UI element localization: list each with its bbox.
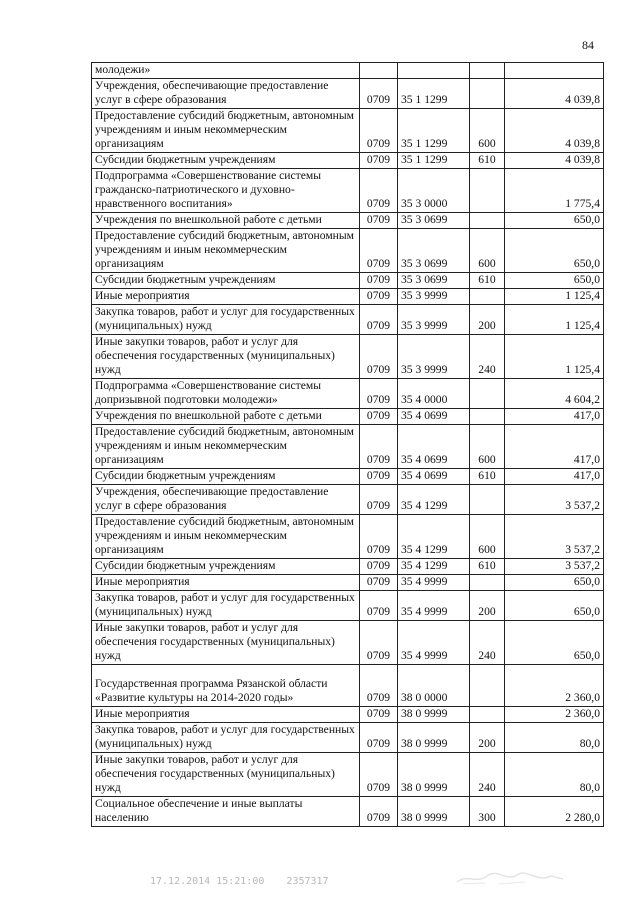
row-code-cell: 35 4 0699 [398, 409, 470, 425]
row-code-cell: 35 3 0699 [398, 273, 470, 289]
row-section-cell: 0709 [360, 425, 398, 469]
row-code-cell: 35 1 1299 [398, 153, 470, 169]
row-name-cell: Субсидии бюджетным учреждениям [92, 153, 360, 169]
row-code-cell: 38 0 9999 [398, 753, 470, 797]
row-amount-cell: 3 537,2 [505, 485, 604, 515]
row-section-cell: 0709 [360, 79, 398, 109]
row-type-cell: 240 [470, 335, 505, 379]
row-amount-cell: 650,0 [505, 591, 604, 621]
row-name-cell: Социальное обеспечение и иные выплаты населению [92, 797, 360, 827]
row-type-cell [470, 379, 505, 409]
row-section-cell: 0709 [360, 753, 398, 797]
row-name-cell: Предоставление субсидий бюджетным, автономным учреждениям и иным некоммерческим организациям [92, 229, 360, 273]
row-amount-cell: 1 125,4 [505, 305, 604, 335]
row-name-cell: Учреждения, обеспечивающие предоставление услуг в сфере образования [92, 485, 360, 515]
row-section-cell: 0709 [360, 335, 398, 379]
row-section-cell: 0709 [360, 621, 398, 665]
table-row [92, 485, 604, 515]
table-row [92, 229, 604, 273]
row-code-cell: 35 3 0699 [398, 213, 470, 229]
row-section-cell: 0709 [360, 485, 398, 515]
row-code-cell: 35 3 9999 [398, 335, 470, 379]
row-section-cell: 0709 [360, 723, 398, 753]
row-section-cell: 0709 [360, 665, 398, 707]
row-name-cell: Иные закупки товаров, работ и услуг для обеспечения государственных (муниципальных) нужд [92, 753, 360, 797]
row-amount-cell: 417,0 [505, 469, 604, 485]
row-code-cell: 35 4 9999 [398, 591, 470, 621]
row-section-cell: 0709 [360, 229, 398, 273]
row-name-cell: Закупка товаров, работ и услуг для государственных (муниципальных) нужд [92, 305, 360, 335]
row-name-cell: Подпрограмма «Совершенствование системы гражданско-патриотического и духовно-нравственного воспитания» [92, 169, 360, 213]
row-amount-cell: 417,0 [505, 409, 604, 425]
table-row [92, 305, 604, 335]
table-row [92, 273, 604, 289]
row-amount-cell: 3 537,2 [505, 559, 604, 575]
row-type-cell: 240 [470, 621, 505, 665]
row-name-cell: Субсидии бюджетным учреждениям [92, 559, 360, 575]
row-name-cell: Предоставление субсидий бюджетным, автономным учреждениям и иным некоммерческим организациям [92, 425, 360, 469]
row-section-cell: 0709 [360, 379, 398, 409]
row-name-cell: Учреждения по внешкольной работе с детьми [92, 409, 360, 425]
row-type-cell: 610 [470, 273, 505, 289]
table-row [92, 753, 604, 797]
row-amount-cell: 650,0 [505, 273, 604, 289]
row-section-cell [360, 63, 398, 79]
table-row [92, 213, 604, 229]
row-section-cell: 0709 [360, 289, 398, 305]
table-row [92, 515, 604, 559]
row-type-cell [470, 485, 505, 515]
row-amount-cell: 80,0 [505, 753, 604, 797]
row-code-cell: 35 4 0699 [398, 425, 470, 469]
row-type-cell [470, 79, 505, 109]
row-section-cell: 0709 [360, 273, 398, 289]
row-code-cell: 35 4 9999 [398, 575, 470, 591]
row-name-cell: Подпрограмма «Совершенствование системы допризывной подготовки молодежи» [92, 379, 360, 409]
table-row [92, 591, 604, 621]
row-amount-cell: 650,0 [505, 621, 604, 665]
footer-timestamp: 17.12.2014 15:21:00 [150, 876, 265, 887]
table-row [92, 621, 604, 665]
row-amount-cell: 650,0 [505, 575, 604, 591]
row-amount-cell: 1 775,4 [505, 169, 604, 213]
page-footer [150, 876, 329, 887]
row-type-cell: 200 [470, 305, 505, 335]
row-amount-cell: 650,0 [505, 229, 604, 273]
row-amount-cell: 80,0 [505, 723, 604, 753]
row-amount-cell: 4 604,2 [505, 379, 604, 409]
row-section-cell: 0709 [360, 575, 398, 591]
row-section-cell: 0709 [360, 169, 398, 213]
table-row [92, 425, 604, 469]
row-amount-cell: 2 360,0 [505, 707, 604, 723]
row-code-cell [398, 63, 470, 79]
table-row [92, 723, 604, 753]
row-section-cell: 0709 [360, 305, 398, 335]
row-type-cell: 600 [470, 515, 505, 559]
row-section-cell: 0709 [360, 109, 398, 153]
row-amount-cell: 4 039,8 [505, 153, 604, 169]
row-name-cell: Иные мероприятия [92, 707, 360, 723]
row-amount-cell: 4 039,8 [505, 79, 604, 109]
footer-doc-id: 2357317 [286, 876, 329, 887]
row-section-cell: 0709 [360, 707, 398, 723]
row-code-cell: 35 3 0699 [398, 229, 470, 273]
table-row [92, 707, 604, 723]
row-type-cell: 610 [470, 153, 505, 169]
row-amount-cell: 2 360,0 [505, 665, 604, 707]
row-code-cell: 35 3 9999 [398, 289, 470, 305]
row-code-cell: 35 4 0000 [398, 379, 470, 409]
row-name-cell: Предоставление субсидий бюджетным, автономным учреждениям и иным некоммерческим организациям [92, 515, 360, 559]
table-row [92, 79, 604, 109]
table-row [92, 153, 604, 169]
table-row [92, 409, 604, 425]
row-amount-cell: 650,0 [505, 213, 604, 229]
budget-table [91, 62, 604, 827]
row-type-cell [470, 63, 505, 79]
row-code-cell: 38 0 9999 [398, 707, 470, 723]
row-name-cell: Субсидии бюджетным учреждениям [92, 273, 360, 289]
row-type-cell [470, 409, 505, 425]
row-code-cell: 35 1 1299 [398, 109, 470, 153]
row-amount-cell: 2 280,0 [505, 797, 604, 827]
table-row [92, 797, 604, 827]
table-row [92, 169, 604, 213]
row-code-cell: 35 1 1299 [398, 79, 470, 109]
row-section-cell: 0709 [360, 153, 398, 169]
row-amount-cell: 3 537,2 [505, 515, 604, 559]
row-section-cell: 0709 [360, 797, 398, 827]
row-name-cell: Иные закупки товаров, работ и услуг для обеспечения государственных (муниципальных) нужд [92, 621, 360, 665]
table-row [92, 109, 604, 153]
row-type-cell [470, 169, 505, 213]
table-row [92, 575, 604, 591]
page-number: 84 [582, 38, 594, 52]
row-name-cell: Учреждения, обеспечивающие предоставление услуг в сфере образования [92, 79, 360, 109]
table-row [92, 469, 604, 485]
table-row [92, 665, 604, 707]
row-section-cell: 0709 [360, 591, 398, 621]
row-amount-cell [505, 63, 604, 79]
budget-table-body [92, 63, 604, 827]
row-name-cell: Субсидии бюджетным учреждениям [92, 469, 360, 485]
row-name-cell: Иные закупки товаров, работ и услуг для обеспечения государственных (муниципальных) нужд [92, 335, 360, 379]
row-section-cell: 0709 [360, 213, 398, 229]
row-name-cell: Учреждения по внешкольной работе с детьми [92, 213, 360, 229]
row-name-cell: Государственная программа Рязанской области «Развитие культуры на 2014-2020 годы» [92, 665, 360, 707]
row-code-cell: 38 0 0000 [398, 665, 470, 707]
row-amount-cell: 1 125,4 [505, 335, 604, 379]
row-type-cell: 600 [470, 109, 505, 153]
row-type-cell: 200 [470, 723, 505, 753]
table-row [92, 379, 604, 409]
row-type-cell [470, 707, 505, 723]
row-code-cell: 35 4 0699 [398, 469, 470, 485]
row-type-cell [470, 289, 505, 305]
faded-stamp-mark [455, 870, 565, 886]
table-row [92, 559, 604, 575]
row-type-cell: 200 [470, 591, 505, 621]
row-code-cell: 35 4 1299 [398, 559, 470, 575]
row-section-cell: 0709 [360, 515, 398, 559]
row-type-cell: 610 [470, 559, 505, 575]
row-name-cell: Иные мероприятия [92, 575, 360, 591]
row-name-cell: молодежи» [92, 63, 360, 79]
row-code-cell: 35 4 9999 [398, 621, 470, 665]
row-type-cell [470, 213, 505, 229]
row-section-cell: 0709 [360, 409, 398, 425]
row-type-cell [470, 665, 505, 707]
row-code-cell: 35 3 0000 [398, 169, 470, 213]
row-name-cell: Предоставление субсидий бюджетным, автономным учреждениям и иным некоммерческим организациям [92, 109, 360, 153]
row-type-cell: 600 [470, 229, 505, 273]
row-type-cell [470, 575, 505, 591]
row-code-cell: 38 0 9999 [398, 723, 470, 753]
row-name-cell: Закупка товаров, работ и услуг для государственных (муниципальных) нужд [92, 723, 360, 753]
row-amount-cell: 4 039,8 [505, 109, 604, 153]
row-type-cell: 240 [470, 753, 505, 797]
row-type-cell: 600 [470, 425, 505, 469]
row-section-cell: 0709 [360, 469, 398, 485]
row-code-cell: 35 4 1299 [398, 485, 470, 515]
table-row [92, 289, 604, 305]
row-name-cell: Закупка товаров, работ и услуг для государственных (муниципальных) нужд [92, 591, 360, 621]
row-amount-cell: 1 125,4 [505, 289, 604, 305]
row-code-cell: 35 3 9999 [398, 305, 470, 335]
row-type-cell: 610 [470, 469, 505, 485]
row-amount-cell: 417,0 [505, 425, 604, 469]
row-type-cell: 300 [470, 797, 505, 827]
table-row [92, 335, 604, 379]
row-name-cell: Иные мероприятия [92, 289, 360, 305]
row-code-cell: 38 0 9999 [398, 797, 470, 827]
row-code-cell: 35 4 1299 [398, 515, 470, 559]
table-row [92, 63, 604, 79]
row-section-cell: 0709 [360, 559, 398, 575]
